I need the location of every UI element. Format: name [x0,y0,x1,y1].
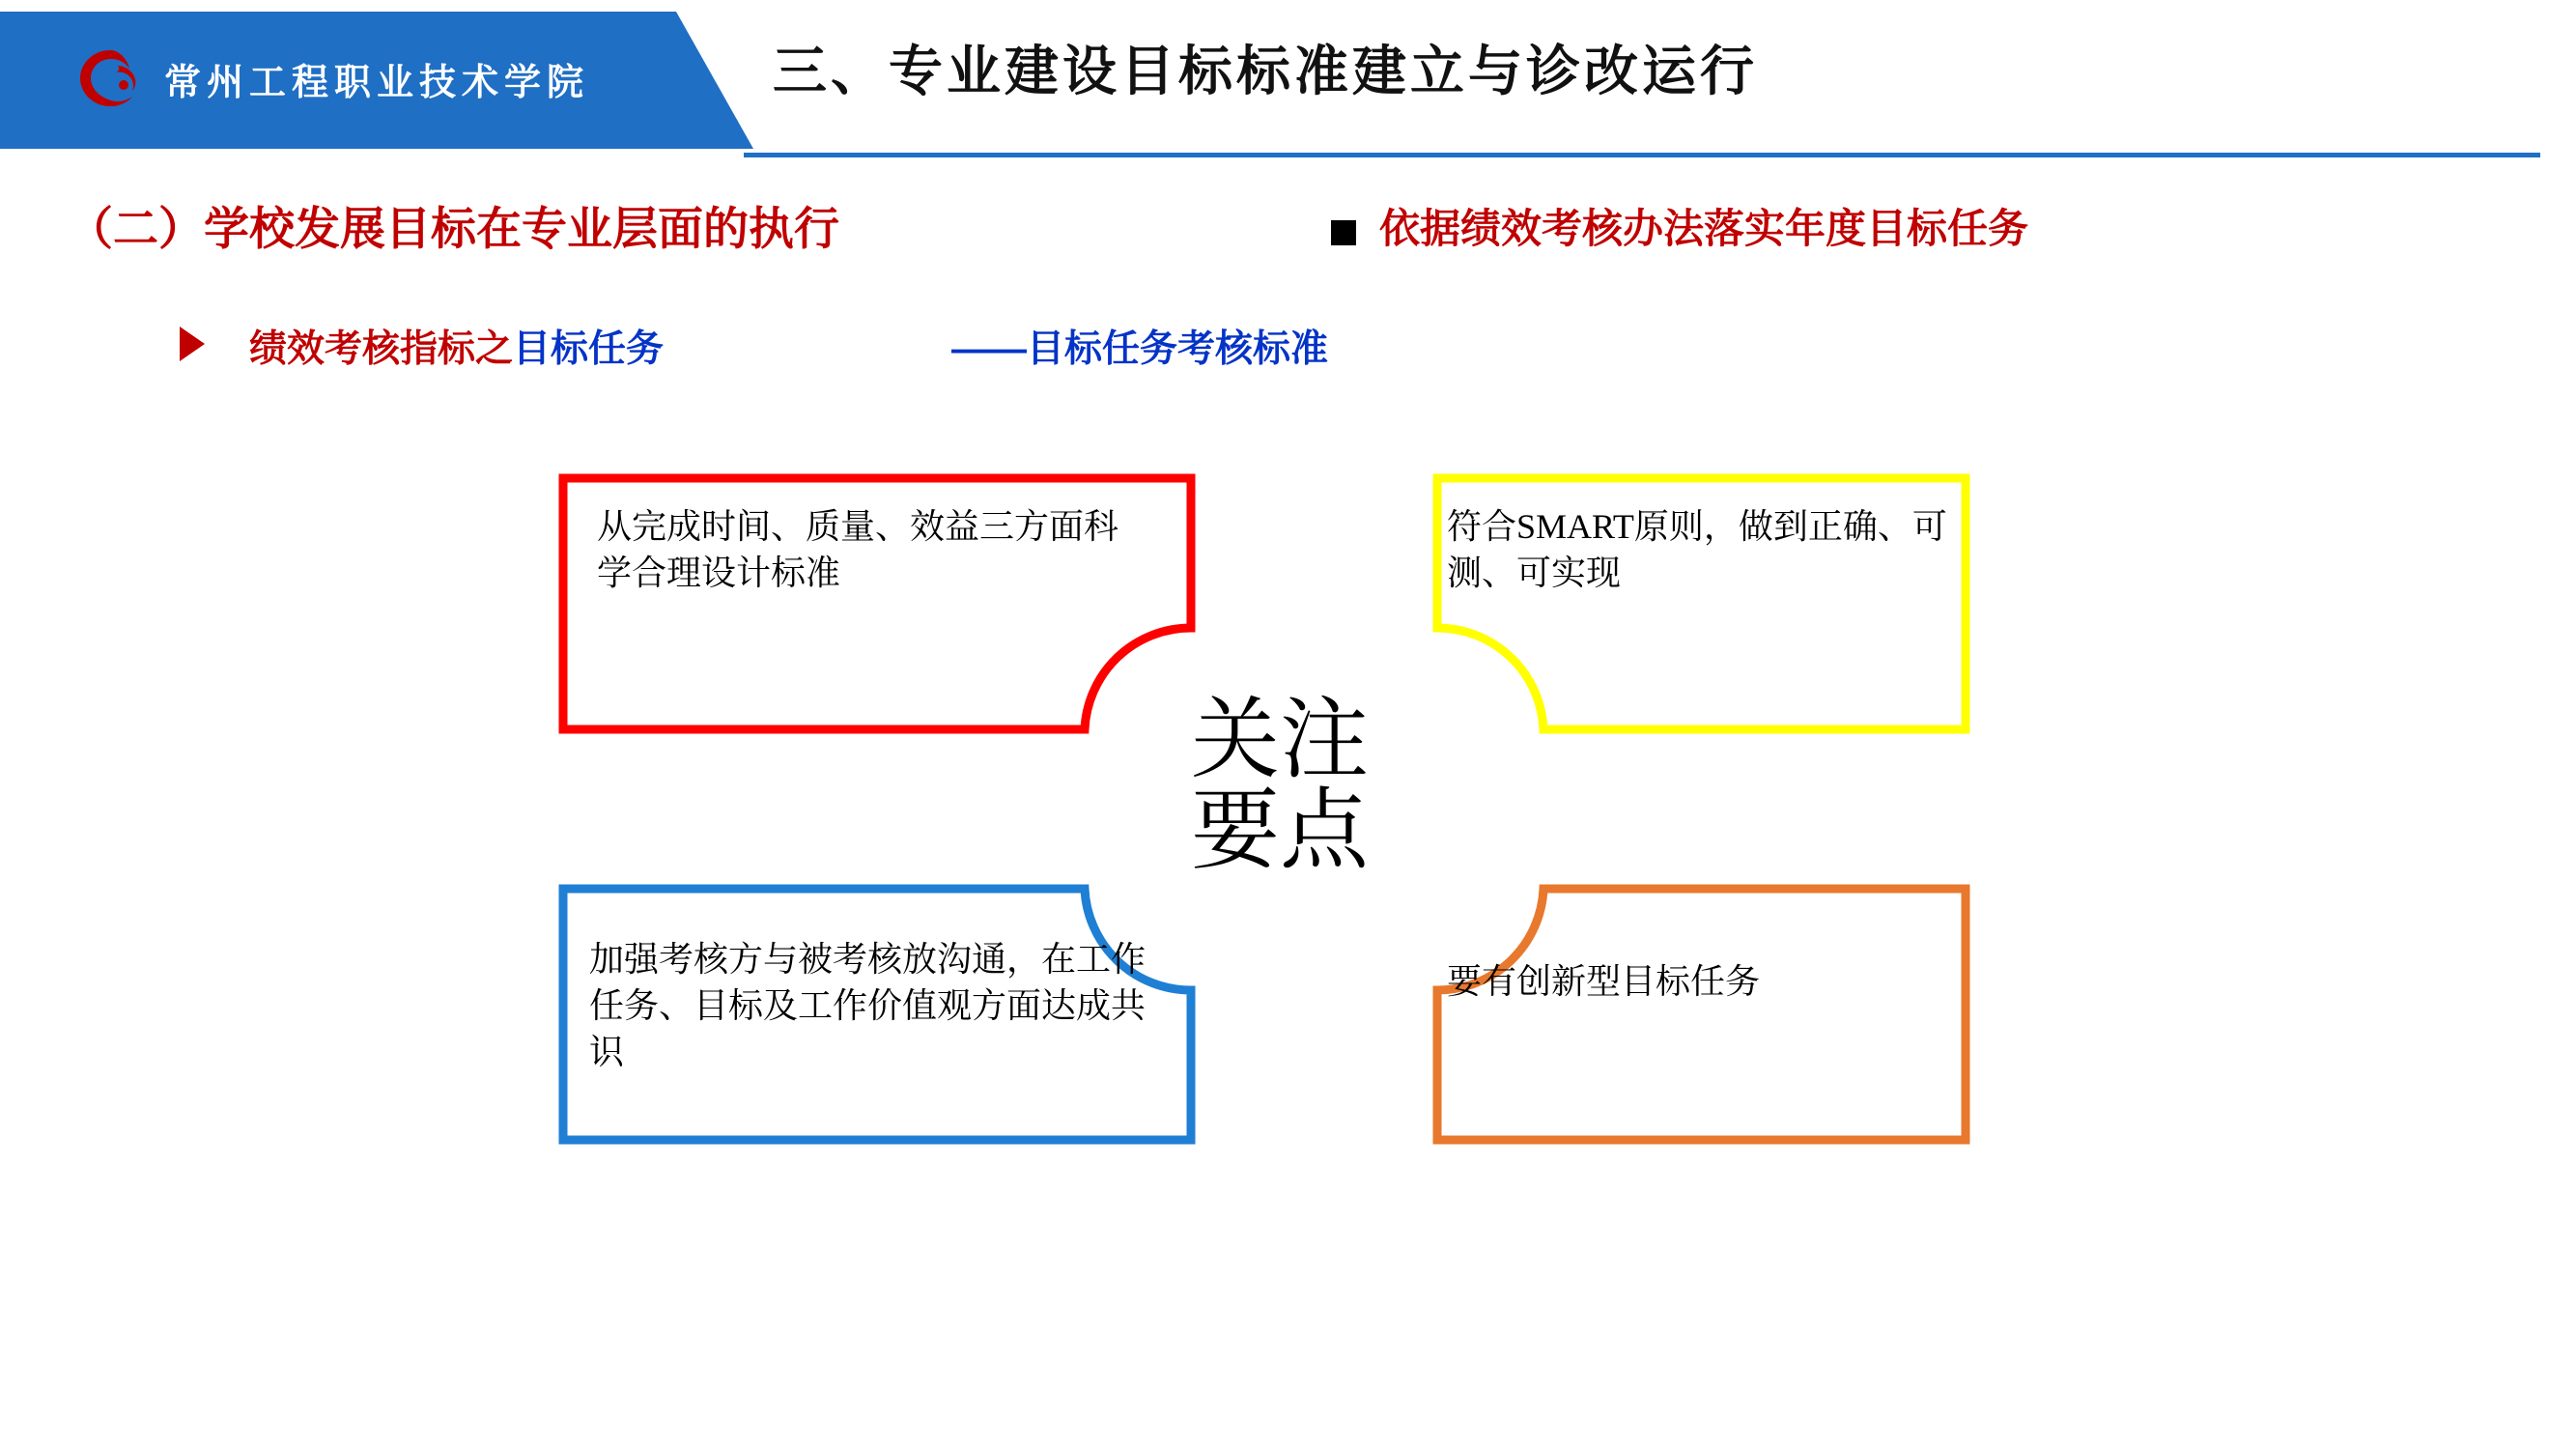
petal-bottom-left [558,884,1196,1145]
sub-item-highlight: 目标任务 [513,328,665,370]
triangle-bullet-icon [180,327,205,361]
petal-top-right [1321,473,1970,734]
slide-header [0,0,2576,155]
institution-name: 常州工程职业技术学院 [164,62,590,103]
sub-item-prefix: 绩效考核指标之 [249,328,514,370]
petal-bottom-left-text: 加强考核方与被考核放沟通，在工作任务、目标及工作价值观方面达成共识 [589,940,1146,1071]
section-note: 依据绩效考核办法落实年度目标任务 [1379,206,2029,251]
petal-top-left [558,473,1196,734]
center-label-line-2: 要点 [1190,781,1369,880]
petal-bottom-right [1321,884,1970,1145]
sub-item-standard: ——目标任务考核标准 [951,328,1329,370]
petal-top-right-text: 符合SMART原则，做到正确、可测、可实现 [1447,507,1947,592]
header-divider [744,153,2540,157]
petal-bottom-right-text: 要有创新型目标任务 [1447,962,1761,1001]
page-title: 三、专业建设目标标准建立与诊改运行 [773,41,1758,101]
center-label-line-1: 关注 [1190,691,1369,789]
petal-top-left-text: 从完成时间、质量、效益三方面科学合理设计标准 [597,507,1119,592]
section-label: （二）学校发展目标在专业层面的执行 [68,203,839,254]
square-bullet-icon [1331,220,1356,245]
sub-item-label [249,319,664,373]
institution-logo [75,46,589,110]
university-emblem-icon [75,46,147,110]
